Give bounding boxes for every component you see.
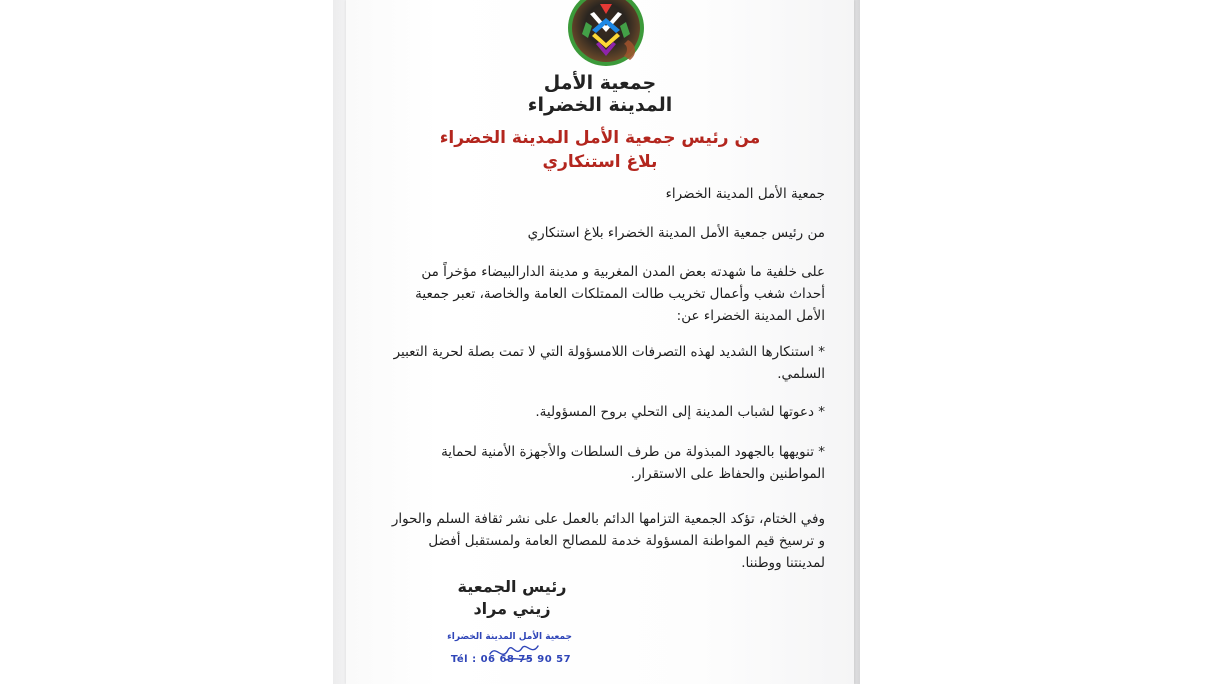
body-paragraph-5: * دعوتها لشباب المدينة إلى التحلي بروح المسؤولية.: [535, 404, 825, 420]
title-line1: من رئيس جمعية الأمل المدينة الخضراء: [439, 128, 761, 148]
signature-name: زيني مراد: [473, 599, 551, 618]
document-page: [346, 0, 854, 684]
body-paragraph-1: جمعية الأمل المدينة الخضراء: [665, 186, 825, 202]
body-paragraph-3: على خلفية ما شهدته بعض المدن المغربية و مدينة الدارالبيضاء مؤخراً من أحداث شغب وأعمال تخريب طالت الممتلكات العامة والخاصة، تعبر جمعية الأمل المدينة الخضراء عن:: [415, 264, 825, 324]
body-paragraph-6: * تنويهها بالجهود المبذولة من طرف السلطات والأجهزة الأمنية لحماية المواطنين والحفاظ على الاستقرار.: [441, 444, 825, 482]
body-paragraph-4: * استنكارها الشديد لهذه التصرفات اللامسؤولة التي لا تمت بصلة لحرية التعبير السلمي.: [393, 344, 825, 382]
signature-stroke: [490, 646, 538, 660]
title-line2: بلاغ استنكاري: [542, 152, 658, 172]
handwritten-signature-icon: [486, 636, 546, 666]
body-paragraph-2: من رئيس جمعية الأمل المدينة الخضراء بلاغ استنكاري: [527, 225, 825, 241]
stamp-phone: Tél : 06 68 75 90 57: [450, 654, 572, 665]
association-logo-icon: [566, 0, 646, 66]
association-stamp: [447, 630, 580, 676]
logo-graphic: [566, 0, 646, 66]
signature-title: رئيس الجمعية: [457, 577, 567, 596]
body-paragraph-7: وفي الختام، تؤكد الجمعية التزامها الدائم بالعمل على نشر ثقافة السلم والحوار و ترسيخ قيم المواطنة المسؤولة خدمة للمصالح العامة ولمستقبل أفضل لمدينتنا ووطننا.: [391, 511, 825, 571]
stamp-name: جمعية الأمل المدينة الخضراء: [447, 632, 572, 642]
org-name-line2: المدينة الخضراء: [527, 94, 673, 116]
org-name-line1: جمعية الأمل: [543, 72, 657, 94]
